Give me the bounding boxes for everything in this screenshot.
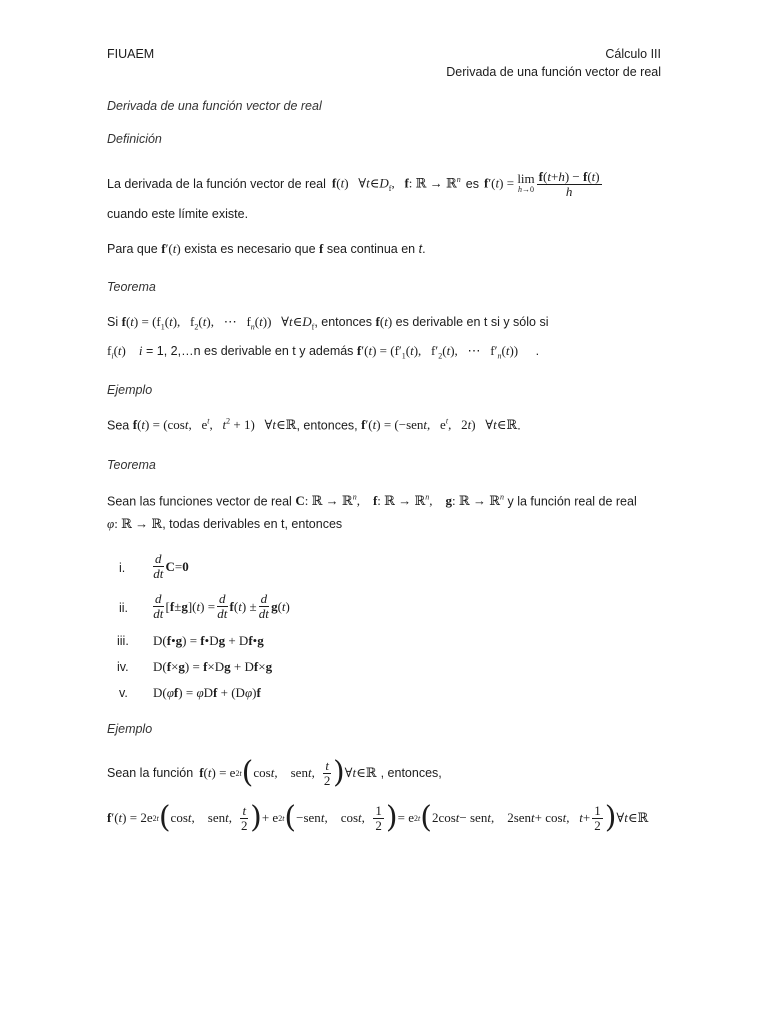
definition-line [107,166,604,202]
example2-heading: Ejemplo [107,722,153,736]
rule-cross-product: D(f×g) = f×Dg + Df×g [153,659,273,674]
item-numeral-iii: iii. [117,634,129,648]
theorem1-entonces: , entonces [314,315,373,329]
theorem1-heading: Teorema [107,280,156,294]
example1-entonces: , entonces, [296,418,358,433]
header-right-title: Cálculo III [605,47,661,61]
formula-f: f [319,241,324,256]
formula-f-of-t-2: f(t) [375,314,393,329]
continuity-line [107,241,426,257]
rule-constant: d dt C = 0 [153,551,189,581]
theorem2-text1-end: y la función real de real [507,494,637,509]
formula-example1-fprime: f′(t) = (−sent, $e^t$, 2t) ∀t∈ℝ [361,417,518,433]
rule-dot-product: D(f•g) = f•Dg + Df•g [153,633,264,648]
formula-f-components: $f(t) = (f_1(t)$, $f_2(t)$, ⋯ $f_n(t)$) $\forall t\in D_f$ [121,314,315,332]
formula-f-prime-components: $f'(t) = (f'_1(t)$, $f'_2(t)$, ⋯ $f'_n(t)$) [356,343,519,361]
theorem2-heading: Teorema [107,458,156,472]
rule-scalar-product: D(φf) = φDf + (Dφ)f [153,685,261,700]
theorem2-line1 [107,493,637,509]
example2-entonces: , entonces, [380,766,442,780]
header-left: FIUAEM [107,47,155,61]
formula-functions: C: ℝ → ℝ$^n$, f: ℝ → ℝ$^n$, g: ℝ → ℝ$^n$ [295,493,505,509]
theorem1-derivable-y: es derivable en t y además [204,344,354,358]
theorem1-si: Si [107,315,119,329]
continuity-middle: exista es necesario que [184,242,316,256]
rule-sum: d dt [ f ± g ]( t ) = d dt f ( t ) ± d dt g ( t ) [153,591,290,621]
formula-f-of-t: f(t) $\forall t\in D_f$, f: ℝ → ℝ$^n$ [331,175,461,193]
theorem1-index-range: = 1, 2,…n [146,344,201,358]
continuity-end: sea continua en [326,242,416,256]
formula-phi: φ: ℝ → ℝ [107,516,163,531]
example1-period: . [517,418,521,433]
definition-text-after: cuando este límite existe. [107,207,249,221]
theorem1-line1 [107,314,549,332]
theorem2-line2 [107,516,342,532]
item-numeral-ii: ii. [119,601,129,615]
continuity-t: t [418,242,423,256]
item-numeral-v: v. [119,686,128,700]
formula-example1-f: f(t) = (cost, $e^t$, $t^2 + 1$) ∀t∈ℝ [132,417,297,433]
section-title: Derivada de una función vector de real [107,99,322,113]
example1-heading: Ejemplo [107,383,153,397]
header-right-subtitle: Derivada de una función vector de real [446,65,661,79]
formula-fi: $f_i(t)$ i [107,343,143,361]
example1-line [107,417,521,433]
theorem2-text1: Sean las funciones vector de real [107,494,292,509]
example2-line1 [107,755,442,791]
definition-heading: Definición [107,132,162,146]
example2-sean: Sean la función [107,766,194,780]
formula-example2-fprime: f ′( t ) = 2e 2t ( cos t , sen t , t 2 ) + e 2t ( −sen t , cos t , 1 2 ) = e 2t ( 2cos t − sen t , 2sen t + cos t , t + 1 2 ) ∀ t ∈ℝ [107,800,649,835]
theorem1-derivable-si: es derivable en t si y sólo si [395,315,549,329]
example1-sea: Sea [107,418,130,433]
definition-es: es [465,177,479,191]
formula-example2-f: f ( t ) = e 2t ( cos t , sen t , t 2 ) ∀ t ∈ℝ [199,755,377,790]
formula-derivative-limit: f′(t) = lim h→0 $\frac{f(t+h) - f(t)}{h}$ [483,168,600,199]
theorem1-line2 [107,343,539,361]
formula-f-prime: f′(t) [161,241,181,256]
continuity-para-que: Para que [107,242,158,256]
item-numeral-iv: iv. [117,660,129,674]
definition-text: La derivada de la función vector de real [107,177,326,191]
item-numeral-i: i. [119,561,126,575]
theorem1-period: . [535,344,540,358]
continuity-period: . [422,242,426,256]
theorem2-text2: , todas derivables en t, entonces [162,517,343,531]
